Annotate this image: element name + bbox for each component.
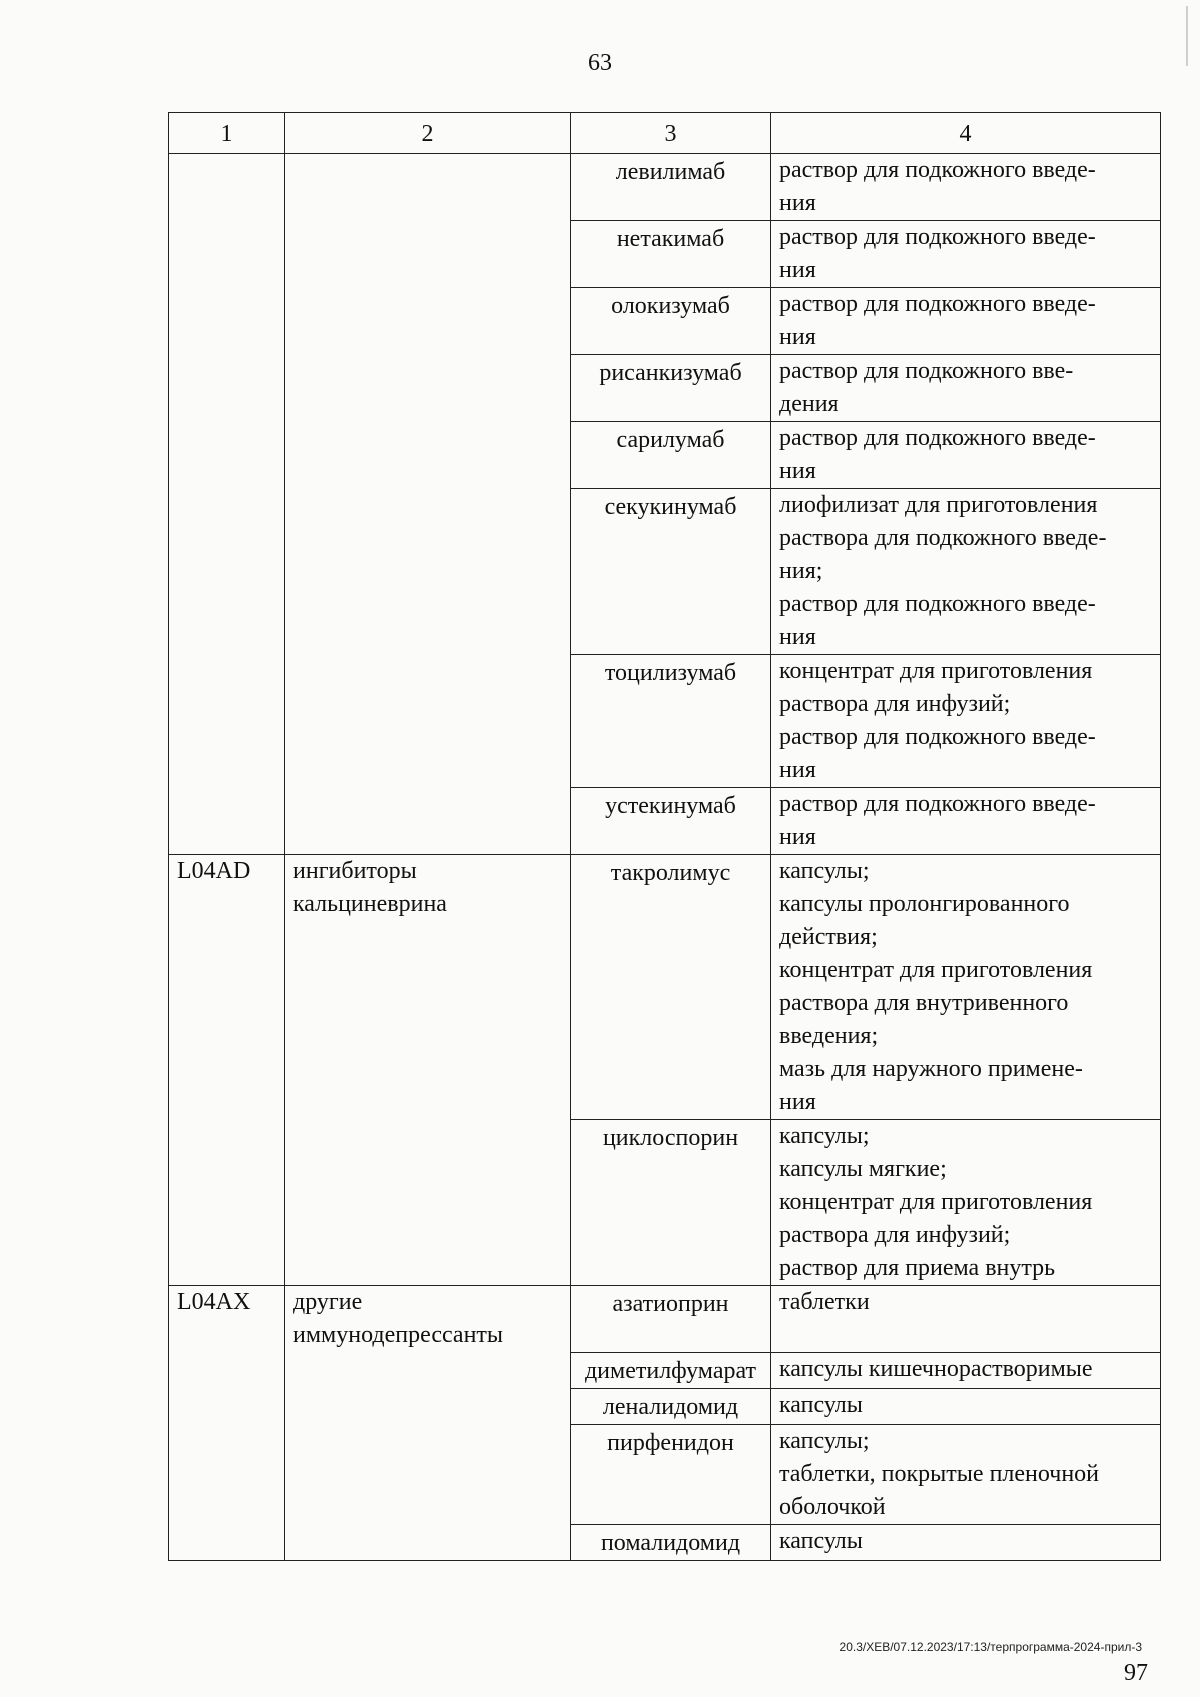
dosage-form-line: концентрат для приготовления — [779, 1189, 1093, 1215]
atc-code-cell — [169, 788, 285, 855]
drug-name-cell — [571, 489, 771, 655]
drug-name: левилимаб — [615, 159, 726, 185]
dosage-form-line: действия; — [779, 924, 878, 950]
dosage-form-line: раствор для подкожного введе- — [779, 291, 1096, 317]
table-row — [169, 1286, 1161, 1353]
drug-name-cell — [571, 1120, 771, 1286]
group-name-cell — [285, 855, 571, 1120]
drug-name: сарилумаб — [616, 427, 725, 453]
group-name-cell — [285, 489, 571, 655]
dosage-form-line: оболочкой — [779, 1493, 886, 1520]
atc-code-cell — [169, 489, 285, 655]
dosage-form-line: капсулы; — [779, 1427, 870, 1454]
dosage-form-line: ния — [779, 324, 816, 350]
atc-code-cell — [169, 154, 285, 221]
dosage-form-line: ния — [779, 757, 816, 783]
table-row — [169, 221, 1161, 288]
atc-code-cell — [169, 1352, 285, 1388]
atc-code: L04AX — [177, 1289, 251, 1315]
dosage-form-line: капсулы кишечнорастворимые — [779, 1355, 1093, 1382]
group-name-line: кальциневрина — [293, 891, 447, 917]
dosage-forms-cell — [771, 788, 1161, 855]
drug-name-cell — [571, 788, 771, 855]
drug-name: азатиоприн — [612, 1291, 729, 1317]
dosage-form-line: ния — [779, 824, 816, 850]
table-row — [169, 1120, 1161, 1286]
dosage-form-line: капсулы; — [779, 1123, 870, 1149]
drug-name: пирфенидон — [607, 1429, 734, 1456]
drug-name: олокизумаб — [611, 293, 730, 319]
table-row — [169, 855, 1161, 1120]
group-name-cell — [285, 655, 571, 788]
dosage-form-line: мазь для наружного примене- — [779, 1056, 1083, 1082]
page-number-top: 63 — [588, 50, 612, 76]
drug-name-cell — [571, 355, 771, 422]
drug-name: тоцилизумаб — [604, 660, 737, 686]
dosage-form-line: раствор для подкожного введе- — [779, 591, 1096, 617]
table-row — [169, 154, 1161, 221]
dosage-forms-cell — [771, 1424, 1161, 1524]
dosage-form-line: раствора для инфузий; — [779, 1222, 1011, 1248]
atc-code-cell — [169, 1388, 285, 1424]
dosage-form-line: ния — [779, 458, 816, 484]
dosage-form-line: ния — [779, 624, 816, 650]
dosage-forms-cell — [771, 154, 1161, 221]
drug-name-cell — [571, 855, 771, 1120]
dosage-forms-cell — [771, 1286, 1161, 1353]
drug-name-cell — [571, 288, 771, 355]
table-row — [169, 1352, 1161, 1388]
group-name-cell — [285, 1424, 571, 1524]
table-row — [169, 288, 1161, 355]
group-name-cell — [285, 355, 571, 422]
dosage-forms-cell — [771, 855, 1161, 1120]
table-header-row — [169, 113, 1161, 154]
dosage-form-line: ния; — [779, 558, 823, 584]
table-body — [169, 154, 1161, 1561]
dosage-form-line: раствор для подкожного введе- — [779, 791, 1096, 817]
dosage-forms-cell — [771, 221, 1161, 288]
drug-name-cell — [571, 1524, 771, 1560]
dosage-form-line: концентрат для приготовления — [779, 658, 1093, 684]
drug-name-cell — [571, 154, 771, 221]
dosage-form-line: ния — [779, 190, 816, 216]
footer-document-code: 20.3/ХЕВ/07.12.2023/17:13/терпрограмма-2024-прил-3 — [839, 1640, 1142, 1654]
group-name-line: ингибиторы — [293, 858, 417, 884]
drug-name: нетакимаб — [616, 226, 725, 252]
dosage-forms-cell — [771, 1524, 1161, 1560]
dosage-form-line: таблетки, покрытые пленочной — [779, 1460, 1100, 1487]
drug-name: циклоспорин — [602, 1125, 739, 1151]
atc-code-cell — [169, 1120, 285, 1286]
dosage-form-line: дения — [779, 391, 839, 417]
table-row — [169, 355, 1161, 422]
dosage-forms-cell — [771, 422, 1161, 489]
group-name-line: иммунодепрессанты — [293, 1322, 504, 1348]
table-row — [169, 1424, 1161, 1524]
drug-list-table — [168, 112, 1161, 1561]
table-row — [169, 422, 1161, 489]
drug-name: устекинумаб — [605, 793, 736, 819]
group-name-cell — [285, 1388, 571, 1424]
dosage-forms-cell — [771, 288, 1161, 355]
dosage-forms-cell — [771, 1352, 1161, 1388]
group-name-cell — [285, 221, 571, 288]
dosage-form-line: введения; — [779, 1023, 879, 1049]
dosage-form-line: раствор для приема внутрь — [779, 1255, 1056, 1281]
drug-name: леналидомид — [602, 1393, 739, 1420]
group-name-cell — [285, 1524, 571, 1560]
dosage-form-line: капсулы мягкие; — [779, 1156, 947, 1182]
table-row — [169, 788, 1161, 855]
dosage-form-line: раствор для подкожного введе- — [779, 724, 1096, 750]
drug-name-cell — [571, 1286, 771, 1353]
group-name-cell — [285, 154, 571, 221]
drug-name: помалидомид — [600, 1529, 741, 1556]
dosage-form-line: раствора для внутривенного — [779, 990, 1069, 1016]
dosage-forms-cell — [771, 1120, 1161, 1286]
group-name-cell — [285, 1286, 571, 1353]
group-name-cell — [285, 422, 571, 489]
atc-code-cell — [169, 855, 285, 1120]
group-name-cell — [285, 1352, 571, 1388]
dosage-form-line: раствор для подкожного введе- — [779, 224, 1096, 250]
drug-name: диметилфумарат — [584, 1357, 757, 1384]
atc-code-cell — [169, 288, 285, 355]
drug-name-cell — [571, 221, 771, 288]
atc-code: L04AD — [177, 858, 251, 884]
dosage-forms-cell — [771, 655, 1161, 788]
drug-name: рисанкизумаб — [599, 360, 742, 386]
atc-code-cell — [169, 1286, 285, 1353]
dosage-form-line: лиофилизат для приготовления — [779, 492, 1098, 518]
dosage-form-line: капсулы пролонгированного — [779, 891, 1070, 917]
dosage-form-line: ния — [779, 1089, 816, 1115]
column-header-drug: 3 — [571, 113, 771, 154]
dosage-form-line: раствор для подкожного вве- — [779, 358, 1074, 384]
group-name-line: другие — [293, 1289, 363, 1315]
dosage-form-line: концентрат для приготовления — [779, 957, 1093, 983]
page-number-bottom: 97 — [1124, 1660, 1148, 1686]
dosage-form-line: раствора для подкожного введе- — [779, 525, 1107, 551]
table-row — [169, 1388, 1161, 1424]
group-name-cell — [285, 788, 571, 855]
dosage-form-line: таблетки — [779, 1289, 870, 1315]
column-header-forms: 4 — [771, 113, 1161, 154]
drug-name: такролимус — [610, 860, 731, 886]
dosage-forms-cell — [771, 355, 1161, 422]
dosage-form-line: капсулы; — [779, 858, 870, 884]
group-name-cell — [285, 288, 571, 355]
dosage-form-line: капсулы — [779, 1391, 863, 1418]
atc-code-cell — [169, 655, 285, 788]
dosage-form-line: капсулы — [779, 1527, 863, 1554]
atc-code-cell — [169, 422, 285, 489]
atc-code-cell — [169, 221, 285, 288]
column-header-group: 2 — [285, 113, 571, 154]
atc-code-cell — [169, 1524, 285, 1560]
column-header-code: 1 — [169, 113, 285, 154]
drug-name-cell — [571, 422, 771, 489]
atc-code-cell — [169, 1424, 285, 1524]
drug-name-cell — [571, 1352, 771, 1388]
table-row — [169, 655, 1161, 788]
table-row — [169, 1524, 1161, 1560]
drug-name-cell — [571, 1424, 771, 1524]
dosage-form-line: раствора для инфузий; — [779, 691, 1011, 717]
drug-name-cell — [571, 655, 771, 788]
drug-name: секукинумаб — [604, 494, 737, 520]
table-row — [169, 489, 1161, 655]
drug-name-cell — [571, 1388, 771, 1424]
group-name-cell — [285, 1120, 571, 1286]
dosage-form-line: раствор для подкожного введе- — [779, 425, 1096, 451]
dosage-form-line: раствор для подкожного введе- — [779, 157, 1096, 183]
dosage-forms-cell — [771, 1388, 1161, 1424]
dosage-forms-cell — [771, 489, 1161, 655]
atc-code-cell — [169, 355, 285, 422]
dosage-form-line: ния — [779, 257, 816, 283]
